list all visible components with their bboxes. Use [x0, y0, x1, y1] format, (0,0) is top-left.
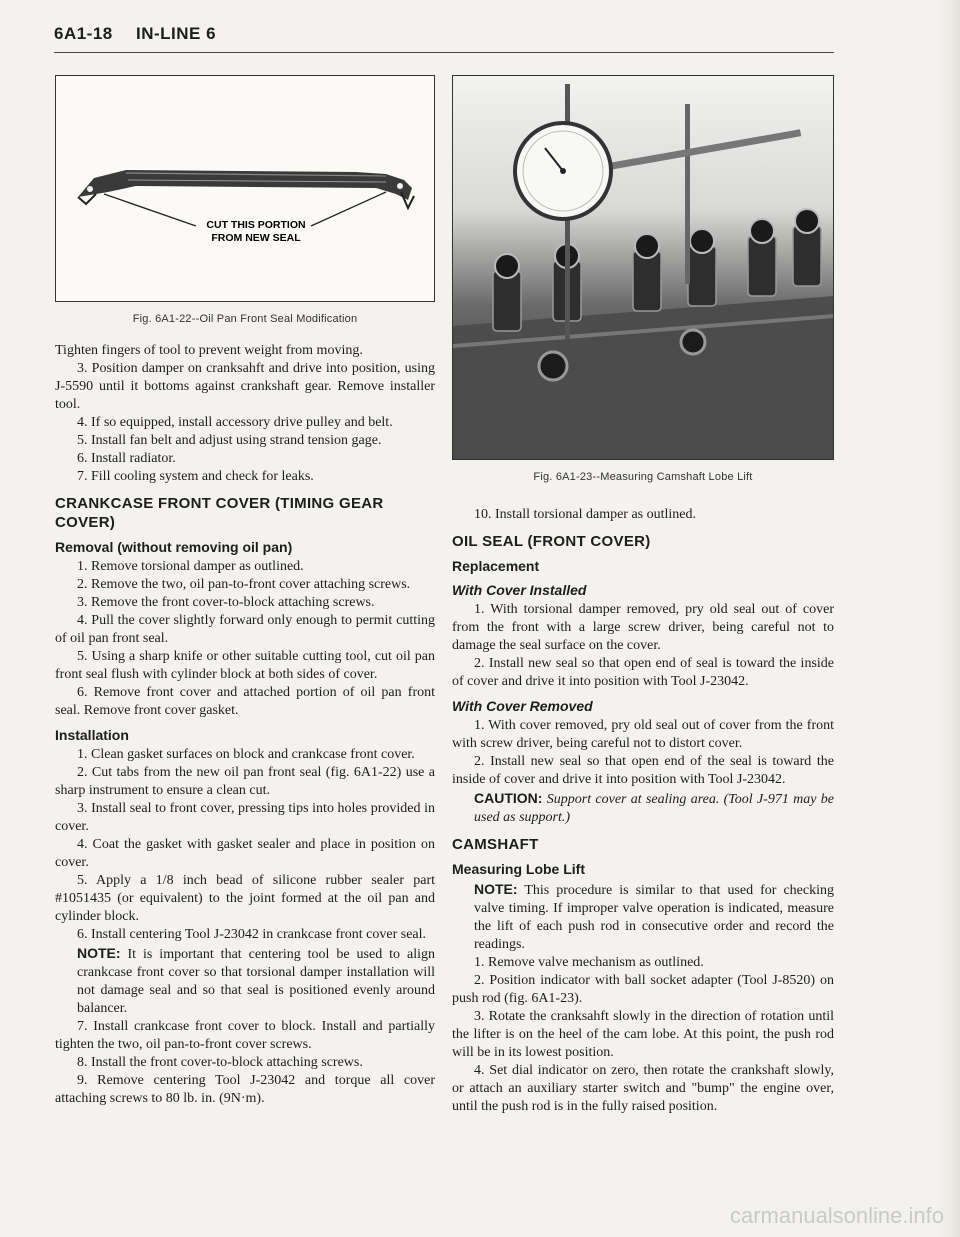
step: 6. Install radiator.: [77, 451, 176, 466]
caution-text: Support cover at sealing area. (Tool J-971 may be used as support.): [474, 792, 835, 825]
oil-pan-seal-illustration: [56, 76, 434, 301]
heading-measuring-lobe-lift: Measuring Lobe Lift: [452, 861, 585, 877]
step: 4. Set dial indicator on zero, then rotate the crankshaft slowly, or attach an auxiliary starter switch and "bump" the engine over, until the push rod is in the fully raised position.: [452, 1063, 834, 1114]
right-column: [452, 75, 834, 1116]
step: 4. If so equipped, install accessory drive pulley and belt.: [77, 415, 393, 430]
step: 3. Position damper on cranksahft and drive into position, using J-5590 until it bottoms against crankshaft gear. Remove installer tool.: [55, 361, 435, 412]
note-centering-tool: [77, 944, 435, 1018]
heading-with-cover-removed: With Cover Removed: [452, 698, 593, 714]
step: 1. Remove valve mechanism as outlined.: [474, 955, 704, 970]
step: 1. With cover removed, pry old seal out of cover from the front with screw driver, being careful not to distort cover.: [452, 718, 834, 751]
page-edge-shadow: [938, 0, 960, 1237]
watermark: carmanualsonline.info: [729, 1203, 944, 1228]
step: 7. Install crankcase front cover to block. Install and partially tighten the two, oil pan-to-front cover screws.: [55, 1019, 435, 1052]
note-text: This procedure is similar to that used for checking valve timing. If improper valve operation is indicated, measure the lift of each push rod in consecutive order and record the readings.: [474, 883, 835, 952]
step: 5. Apply a 1/8 inch bead of silicone rubber sealer part #1051435 (or equivalent) to the joint formed at the oil pan and cylinder block.: [55, 873, 435, 924]
step: 5. Using a sharp knife or other suitable cutting tool, cut oil pan front seal flush with cylinder block at both sides of cover.: [55, 649, 435, 682]
step: 2. Remove the two, oil pan-to-front cover attaching screws.: [77, 577, 411, 592]
step: 7. Fill cooling system and check for leaks.: [77, 469, 314, 484]
heading-camshaft: CAMSHAFT: [452, 836, 539, 853]
step: 6. Remove front cover and attached portion of oil pan front seal. Remove front cover gasket.: [55, 685, 435, 718]
step: 1. With torsional damper removed, pry old seal out of cover from the front with a large screw driver, being careful not to damage the seal surface on the cover.: [452, 602, 834, 653]
left-column: [55, 75, 435, 1108]
paragraph: Tighten fingers of tool to prevent weight from moving.: [55, 343, 363, 358]
note-procedure: [474, 880, 834, 954]
step: 4. Coat the gasket with gasket sealer and place in position on cover.: [55, 837, 435, 870]
section-title: IN-LINE 6: [136, 24, 217, 43]
fig22-caption: Fig. 6A1-22--Oil Pan Front Seal Modification: [132, 313, 358, 325]
figure-oil-pan-seal: [55, 75, 435, 302]
caution-label: CAUTION:: [474, 790, 543, 806]
heading-crankcase-front-cover: CRANKCASE FRONT COVER (TIMING GEAR COVER): [55, 495, 384, 531]
dial-indicator-photo: [453, 76, 834, 459]
fig22-label-line2: FROM NEW SEAL: [211, 232, 301, 244]
note-text: It is important that centering tool be used to align crankcase front cover so that torsional damper installation will not damage seal and so that seal is positioned evenly around balancer.: [77, 947, 435, 1016]
step: 10. Install torsional damper as outlined.: [474, 507, 697, 522]
step: 4. Pull the cover slightly forward only enough to permit cutting of oil pan front seal.: [55, 613, 435, 646]
step: 1. Clean gasket surfaces on block and crankcase front cover.: [77, 747, 415, 762]
fig22-label-line1: CUT THIS PORTION: [206, 219, 306, 231]
step: 2. Position indicator with ball socket adapter (Tool J-8520) on push rod (fig. 6A1-23).: [452, 973, 834, 1006]
step: 2. Install new seal so that open end of seal is toward the inside of cover and drive it into position with Tool J-23042.: [452, 656, 834, 689]
note-label: NOTE:: [77, 945, 121, 961]
note-label: NOTE:: [474, 881, 518, 897]
step: 1. Remove torsional damper as outlined.: [77, 559, 304, 574]
step: 2. Cut tabs from the new oil pan front seal (fig. 6A1-22) use a sharp instrument to ensure a clean cut.: [55, 765, 435, 798]
step: 5. Install fan belt and adjust using strand tension gage.: [77, 433, 382, 448]
page-number: 6A1-18: [54, 24, 113, 43]
step: 3. Remove the front cover-to-block attaching screws.: [77, 595, 375, 610]
step: 8. Install the front cover-to-block attaching screws.: [77, 1055, 363, 1070]
step: 3. Install seal to front cover, pressing tips into holes provided in cover.: [55, 801, 435, 834]
fig23-caption: Fig. 6A1-23--Measuring Camshaft Lobe Lift: [533, 471, 753, 483]
figure-camshaft-lobe-lift: [452, 75, 834, 460]
header-rule: [54, 52, 834, 53]
step: 6. Install centering Tool J-23042 in crankcase front cover seal.: [77, 927, 427, 942]
caution-support-cover: [474, 789, 834, 827]
step: 3. Rotate the cranksahft slowly in the direction of rotation until the lifter is on the heel of the cam lobe. At this point, the push rod will be in its lowest position.: [452, 1009, 834, 1060]
page-header: [54, 14, 834, 54]
heading-with-cover-installed: With Cover Installed: [452, 582, 587, 598]
step: 9. Remove centering Tool J-23042 and torque all cover attaching screws to 80 lb. in. (9N·m).: [55, 1073, 435, 1106]
heading-installation: Installation: [55, 727, 129, 743]
heading-oil-seal: OIL SEAL (FRONT COVER): [452, 533, 651, 550]
heading-removal: Removal (without removing oil pan): [55, 539, 293, 555]
heading-replacement: Replacement: [452, 558, 540, 574]
step: 2. Install new seal so that open end of the seal is toward the inside of cover and drive it into position with Tool J-23042.: [452, 754, 834, 787]
